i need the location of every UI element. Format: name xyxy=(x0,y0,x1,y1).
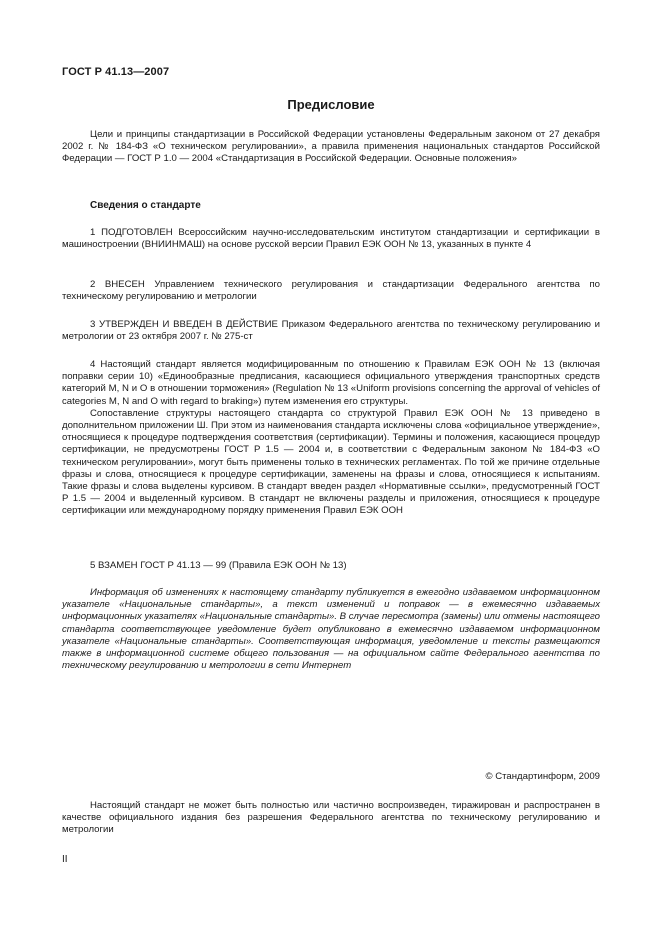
info-notice-block xyxy=(62,587,600,672)
reproduction-notice-paragraph: Настоящий стандарт не может быть полностью или частично воспроизведен, тиражирован и распространен в качестве официального издания без разрешения Федерального агентства по техническому регулированию и метрологии xyxy=(62,800,600,836)
document-code: ГОСТ Р 41.13—2007 xyxy=(62,66,170,78)
copyright: © Стандартинформ, 2009 xyxy=(485,771,600,782)
item-5-block xyxy=(62,560,600,572)
section-heading-block xyxy=(62,200,600,212)
page-title: Предисловие xyxy=(287,97,375,112)
intro-paragraph: Цели и принципы стандартизации в Российской Федерации установлены Федеральным законом от 27 декабря 2002 г. № 184-ФЗ «О техническом регулировании», а правила применения национальных стандартов Российской Федерации — ГОСТ Р 1.0 — 2004 «Стандартизация в Российской Федерации. Основные положения» xyxy=(62,129,600,165)
item-2-block xyxy=(62,279,600,303)
intro-block xyxy=(62,129,600,166)
item-1-paragraph: 1 ПОДГОТОВЛЕН Всероссийским научно-исследовательским институтом стандартизации и сертификации в машиностроении (ВНИИНМАШ) на основе русской версии Правил ЕЭК ООН № 13, указанных в пункте 4 xyxy=(62,227,600,251)
info-notice-paragraph: Информация об изменениях к настоящему стандарту публикуется в ежегодно издаваемом информационном указателе «Национальные стандарты», а текст изменений и поправок — в ежемесячно издаваемых информационных указателях «Национальные стандарты». В случае пересмотра (замены) или отмены настоящего стандарта соответствующее уведомление будет опубликовано в ежемесячно издаваемом информационном указателе «Национальные стандарты». Соответствующая информация, уведомление и тексты размещаются также в информационной системе общего пользования — на официальном сайте Федерального агентства по техническому регулированию и метрологии в сети Интернет xyxy=(62,587,600,672)
item-3-paragraph: 3 УТВЕРЖДЕН И ВВЕДЕН В ДЕЙСТВИЕ Приказом Федерального агентства по техническому регулированию и метрологии от 23 октября 2007 г. № 275-ст xyxy=(62,319,600,343)
section-heading: Сведения о стандарте xyxy=(90,200,201,211)
item-4-paragraph: 4 Настоящий стандарт является модифицированным по отношению к Правилам ЕЭК ООН № 13 (включая поправки серии 10) «Единообразные предписания, касающиеся официального утверждения транспортных средств категорий M, N и O в отношении торможения» (Regulation № 13 «Uniform provisions concerning the approval of vehicles of categories M, N and O with regard to braking») путем изменения его структуры. xyxy=(62,359,600,407)
item-3-block xyxy=(62,319,600,343)
item-4-block xyxy=(62,359,600,518)
item-4-comparison-paragraph: Сопоставление структуры настоящего стандарта со структурой Правил ЕЭК ООН № 13 приведено в дополнительном приложении Ш. При этом из наименования стандарта исключены слова «официальное утверждение», относящиеся к процедуре подтверждения соответствия (сертификации). Термины и положения, касающиеся процедур сертификации, не предусмотрены ГОСТ Р 1.5 — 2004 и, в соответствии с Федеральным законом № 184-ФЗ «О техническом регулировании», могут быть применены только в технических регламентах. По той же причине отдельные фразы и слова, относящиеся к процедуре сертификации, заменены на фразы и слова, относящиеся к испытаниям. Такие фразы и слова выделены курсивом. В стандарт введен раздел «Нормативные ссылки», предусмотренный ГОСТ Р 1.5 — 2004 и выделенный курсивом. В стандарт не включены разделы и приложения, относящиеся к процедуре сертификации или международному порядку применения Правил ЕЭК ООН xyxy=(62,407,600,517)
item-2-paragraph: 2 ВНЕСЕН Управлением технического регулирования и стандартизации Федерального агентства по техническому регулированию и метрологии xyxy=(62,279,600,303)
item-5-paragraph: 5 ВЗАМЕН ГОСТ Р 41.13 — 99 (Правила ЕЭК ООН № 13) xyxy=(90,560,347,571)
reproduction-notice-block xyxy=(62,800,600,837)
item-1-block xyxy=(62,227,600,251)
page-number: II xyxy=(62,854,68,865)
